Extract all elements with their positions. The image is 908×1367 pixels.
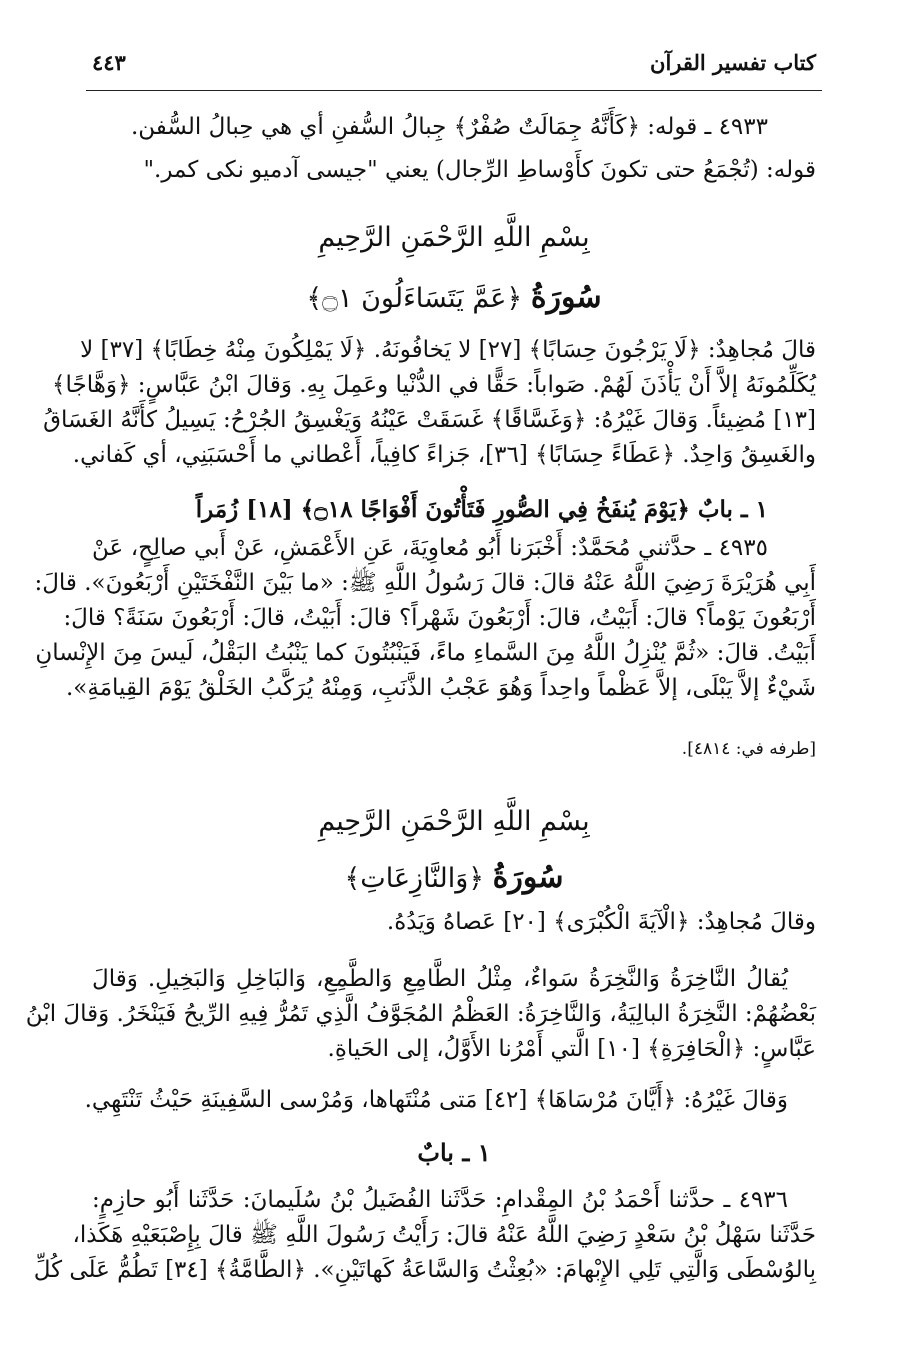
text-line: [١٣] مُضِيئاً. وَقالَ غَيْرُهُ: ﴿وَغَسَّاقًا﴾ غَسَقَتْ عَيْنُهُ وَيَغْسِقُ الجُرْحُ: يَسِيلُ كأَنَّهُ الغَسَاقُ [43,407,816,433]
cross-reference-note: [طرفه في: ٤٨١٤]. [681,739,816,759]
text-line: ٤٩٣٥ ـ حدَّثني مُحَمَّدٌ: أَخْبَرَنا أَبُو مُعاوِيَةَ، عَنِ الأَعْمَشِ، عَنْ أَبي صالِحٍ، عَنْ [92,535,768,561]
surah-label: سُورَةُ [530,280,602,315]
basmala: بِسْمِ اللَّهِ الرَّحْمَنِ الرَّحِيمِ [318,806,590,837]
chapter-heading: ١ ـ بابٌ ﴿يَوْمَ يُنفَخُ فِي الصُّورِ فَتَأْتُونَ أَفْوَاجًا ۝١٨﴾ [١٨] زُمَراً [195,496,768,523]
text-line: حَدَّثَنا سَهْلُ بْنُ سَعْدٍ رَضِيَ اللَّهُ عَنْهُ قالَ: رَأَيْتُ رَسُولَ اللَّهِ ﷺ قالَ بِإِصْبَعَيْهِ هَكَذا، [72,1222,816,1248]
text-line: بَعْضُهُمْ: النَّخِرَةُ البالِيَةُ، وَالنَّاخِرَةُ: العَظْمُ المُجَوَّفُ الَّذِي تَمُرُّ فِيهِ الرِّيحُ فَيَنْخَرُ. وَقالَ ابْنُ [25,1001,816,1027]
text-line: شَيْءٌ إلاَّ يَبْلَى، إلاَّ عَظْماً واحِداً وَهُوَ عَجْبُ الذَّنَبِ، وَمِنْهُ يُرَكَّبُ الخَلْقُ يَوْمَ القِيامَةِ». [66,675,816,701]
basmala: بِسْمِ اللَّهِ الرَّحْمَنِ الرَّحِيمِ [318,222,590,253]
text-line: والغَسِقُ وَاحِدٌ. ﴿عَطَاءً حِسَابًا﴾ [٣٦]، جَزاءً كافِياً، أَعْطاني ما أَحْسَبَنِي، أي كَفاني. [72,442,816,468]
surah-name: ﴿عَمَّ يَتَسَاءَلُونَ ۝١﴾ [306,283,523,314]
surah-heading [0,860,908,895]
text-line: أَرْبَعُونَ يَوْماً؟ قالَ: أَبَيْتُ، قالَ: أَرْبَعُونَ شَهْراً؟ قالَ: أَبَيْتُ، قالَ: أَرْبَعُونَ سَنَةً؟ قالَ: [63,605,816,631]
surah-heading [0,280,908,315]
text-line: أَبِي هُرَيْرَةَ رَضِيَ اللَّهُ عَنْهُ قالَ: قالَ رَسُولُ اللَّهِ ﷺ: «ما بَيْنَ النَّفْخَتَيْنِ أَرْبَعُونَ». قالَ: [34,570,816,596]
text-line: ٤٩٣٣ ـ قوله: ﴿كَأَنَّهُ جِمَالَتٌ صُفْرٌ﴾ جِبالُ السُّفنِ أي هي حِبالُ السُّفن. [130,114,768,140]
text-line: قوله: (تُجْمَعُ حتى تكونَ كأَوْساطِ الرِّجال) يعني "جيسى آدميو نكى كمر." [143,157,816,183]
text-line: قالَ مُجاهِدٌ: ﴿لَا يَرْجُونَ حِسَابًا﴾ [٢٧] لا يَخافُونَهُ. ﴿لَا يَمْلِكُونَ مِنْهُ خِطَابًا﴾ [٣٧] لا [80,337,816,363]
page-number: ٤٤٣ [92,50,126,75]
chapter-heading: ١ ـ بابٌ [417,1138,491,1167]
header-rule [86,90,822,91]
running-title: كتاب تفسير القرآن [650,50,816,75]
text-line: بِالوُسْطَى وَالَّتِي تَلِي الإِبْهامَ: «بُعِثْتُ وَالسَّاعَةُ كَهاتَيْنِ». ﴿الطَّامَّةُ﴾ [٣٤] تَطُمُّ عَلَى كُلِّ [33,1257,816,1283]
text-line: وقالَ مُجاهِدٌ: ﴿الْآيَةَ الْكُبْرَى﴾ [٢٠] عَصاهُ وَيَدُهُ. [386,909,816,935]
text-line: عَبَّاسٍ: ﴿الْحَافِرَةِ﴾ [١٠] الَّتي أَمْرُنا الأَوَّلُ، إلى الحَياةِ. [327,1036,816,1062]
text-line: يُكَلِّمُونَهُ إلاَّ أَنْ يَأْذَنَ لَهُمْ. صَواباً: حَقًّا في الدُّنْيا وعَمِلَ بِهِ. وَقالَ ابْنُ عَبَّاسٍ: ﴿وَهَّاجًا﴾ [52,372,816,398]
surah-name: ﴿وَالنَّازِعَاتِ﴾ [344,863,485,894]
text-line: ٤٩٣٦ ـ حدَّثنا أَحْمَدُ بْنُ المِقْدامِ: حَدَّثَنا الفُضَيلُ بْنُ سُلَيمانَ: حَدَّثَنا أَبُو حازِمٍ: [92,1187,788,1213]
surah-label: سُورَةُ [492,860,564,895]
text-line: يُقالُ النَّاخِرَةُ وَالنَّخِرَةُ سَواءٌ، مِثْلُ الطَّامِعِ وَالطَّمِعِ، وَالبَاخِلِ وَالبَخِيلِ. وَقالَ [92,966,788,992]
text-line: أَبَيْتُ. قالَ: «ثُمَّ يُنْزِلُ اللَّهُ مِنَ السَّماءِ ماءً، فَيَنْبُتُونَ كما يَنْبُتُ البَقْلُ، لَيسَ مِنَ الإِنْسانِ [35,640,816,666]
text-line: وَقالَ غَيْرُهُ: ﴿أَيَّانَ مُرْسَاهَا﴾ [٤٢] مَتى مُنْتَهاها، وَمُرْسى السَّفِينَةِ حَيْثُ تَنْتَهِي. [84,1087,788,1113]
